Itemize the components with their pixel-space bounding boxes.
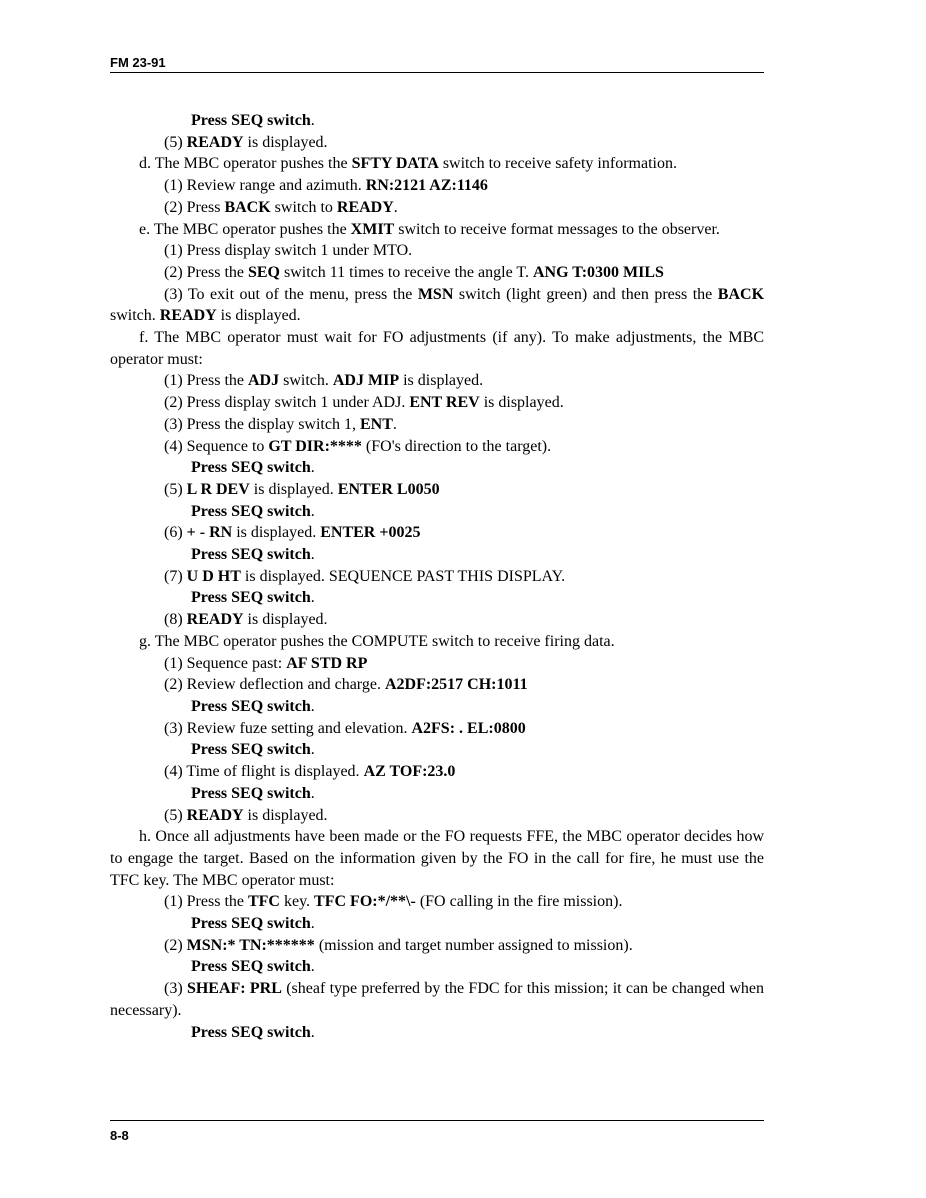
step-line: (2) Press BACK switch to READY. (164, 198, 398, 216)
page-body (110, 110, 764, 1043)
step-line: Press SEQ switch. (191, 502, 315, 520)
step-line: Press SEQ switch. (191, 1023, 315, 1041)
step-line: (5) READY is displayed. (164, 133, 328, 151)
step-line: Press SEQ switch. (191, 915, 315, 933)
step-line: (2) MSN:* TN:****** (mission and target number assigned to mission). (164, 936, 633, 954)
step-line: (1) Review range and azimuth. RN:2121 AZ:1146 (164, 177, 488, 195)
step-line: (4) Sequence to GT DIR:**** (FO's direction to the target). (164, 437, 552, 455)
step-line: (1) Press display switch 1 under MTO. (164, 242, 413, 260)
step-line: (2) Press the SEQ switch 11 times to receive the angle T. ANG T:0300 MILS (164, 263, 664, 281)
step-line: Press SEQ switch. (191, 112, 315, 129)
paragraph-d: d. The MBC operator pushes the SFTY DATA switch to receive safety information. (139, 155, 677, 173)
page-number: 8-8 (110, 1128, 129, 1143)
step-line: (4) Time of flight is displayed. AZ TOF:23.0 (164, 763, 456, 781)
step-line: Press SEQ switch. (191, 784, 315, 802)
step-line: Press SEQ switch. (191, 546, 315, 564)
paragraph-h: h. Once all adjustments have been made or the FO requests FFE, the MBC operator decides how to engage the target. Based on the information given by the FO in the call for fire, he must use the TFC key. The MBC operator must: (110, 828, 764, 889)
step-line: (5) READY is displayed. (164, 806, 328, 824)
running-header: FM 23-91 (110, 55, 166, 70)
paragraph-e: e. The MBC operator pushes the XMIT switch to receive format messages to the observer. (139, 220, 720, 238)
step-line: Press SEQ switch. (191, 697, 315, 715)
step-line: (8) READY is displayed. (164, 611, 328, 629)
step-line: (3) Review fuze setting and elevation. A2FS: . EL:0800 (164, 719, 526, 737)
header-rule (110, 72, 764, 73)
paragraph-f: f. The MBC operator must wait for FO adjustments (if any). To make adjustments, the MBC operator must: (110, 329, 764, 368)
footer-rule (110, 1120, 764, 1121)
step-line: Press SEQ switch. (191, 958, 315, 976)
step-line: (3) Press the display switch 1, ENT. (164, 415, 397, 433)
step-line: (6) + - RN is displayed. ENTER +0025 (164, 524, 421, 542)
step-line: (5) L R DEV is displayed. ENTER L0050 (164, 480, 440, 498)
paragraph-g: g. The MBC operator pushes the COMPUTE switch to receive firing data. (139, 632, 615, 650)
step-line: (1) Press the TFC key. TFC FO:*/**\- (FO calling in the fire mission). (164, 893, 623, 911)
step-line: (7) U D HT is displayed. SEQUENCE PAST THIS DISPLAY. (164, 567, 566, 585)
step-line: Press SEQ switch. (191, 741, 315, 759)
step-line: Press SEQ switch. (191, 459, 315, 477)
step-line: (3) To exit out of the menu, press the MSN switch (light green) and then press the BACK switch. READY is displayed. (110, 285, 765, 325)
step-line: (2) Press display switch 1 under ADJ. ENT REV is displayed. (164, 394, 564, 412)
step-line: Press SEQ switch. (191, 589, 315, 607)
step-line: (3) SHEAF: PRL (sheaf type preferred by the FDC for this mission; it can be changed when necessary). (110, 980, 765, 1019)
step-line: (2) Review deflection and charge. A2DF:2517 CH:1011 (164, 676, 528, 694)
step-line: (1) Sequence past: AF STD RP (164, 654, 368, 672)
step-line: (1) Press the ADJ switch. ADJ MIP is displayed. (164, 372, 484, 390)
